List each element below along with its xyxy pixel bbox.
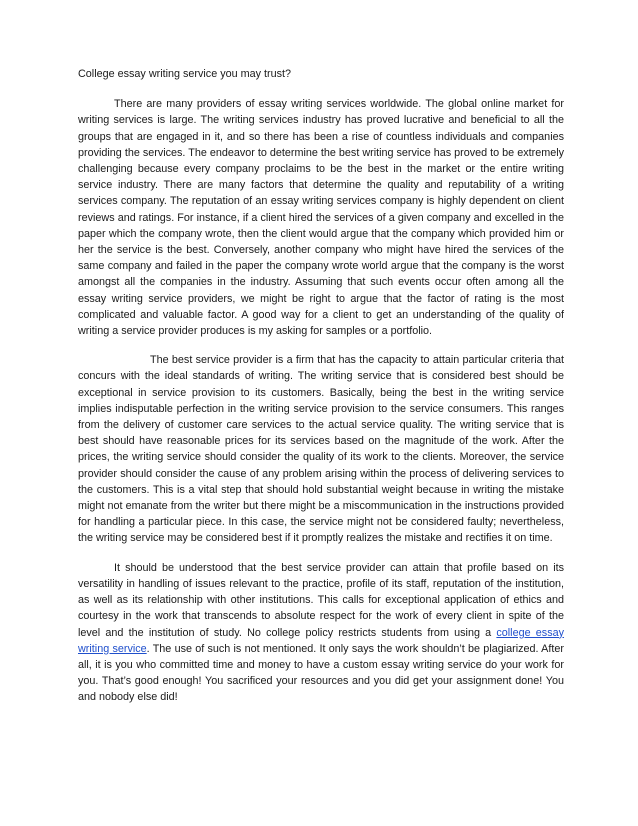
document-page [78,66,564,719]
paragraph-3-text-after-link: . The use of such is not mentioned. It only says the work shouldn’t be plagiarized. After all, it is you who committed time and money to have a custom essay writing service do your work for you. That’s good enough! You sacrificed your resources and you did get your assignment done! You and nobody else did! [78,642,564,704]
paragraph-1: There are many providers of essay writing services worldwide. The global online market for writing services is large. The writing services industry has proved lucrative and beneficial to all the groups that are engaged in it, and so there has been a rise of countless individuals and companies providing the services. The endeavor to determine the best writing service has proved to be extremely challenging because every company proclaims to be the best in the market or the entire writing service industry. There are many factors that determine the quality and reputability of a writing services company. The reputation of an essay writing services company is highly dependent on client reviews and ratings. For instance, if a client hired the services of a given company and excelled in the paper which the company wrote, then the client would argue that the company which provided him or her the service is the best. Conversely, another company who might have hired the services of the same company and failed in the paper the company wrote world argue that the company is the worst amongst all the companies in the industry. Assuming that such events occur often among all the essay writing service providers, we might be right to argue that the factor of rating is the most complicated and valuable factor. A good way for a client to get an understanding of the quality of writing a service provider produces is my asking for samples or a portfolio. [78,98,564,338]
document-title: College essay writing service you may trust? [78,68,292,80]
paragraph-3-text-before-link: It should be understood that the best service provider can attain that profile based on its versatility in handling of issues relevant to the practice, profile of its staff, reputation of the institution, as well as its relationship with other institutions. This calls for exceptional application of ethics and courtesy in the work that transcends to absolute respect for the work of every client in spite of the level and the institution of study. No college policy restricts students from using a [78,561,564,639]
paragraph-3 [78,560,564,706]
college-essay-writing-service-link[interactable]: college essay writing service [78,626,565,655]
paragraph-2: The best service provider is a firm that has the capacity to attain particular criteria that concurs with the ideal standards of writing. The writing service that is considered best should be exceptional in service provision to its customers. Basically, being the best in the writing service implies indisputable perfection in the writing service provision to the service consumers. This ranges from the delivery of customer care services to the actual service quality. The writing service that is best should have reasonable prices for its services based on the magnitude of the work. After the prices, the writing service should consider the quality of its work to the clients. Moreover, the service provider should consider the cause of any problem arising within the process of delivering services to the customers. This is a vital step that should hold substantial weight because in writing the mistake might not emanate from the writer but there might be a miscommunication in the instructions provided for handling a particular piece. In this case, the service might not be considered faulty; nevertheless, the writing service may be considered best if it promptly realizes the mistake and rectifies it on time. [78,354,564,545]
